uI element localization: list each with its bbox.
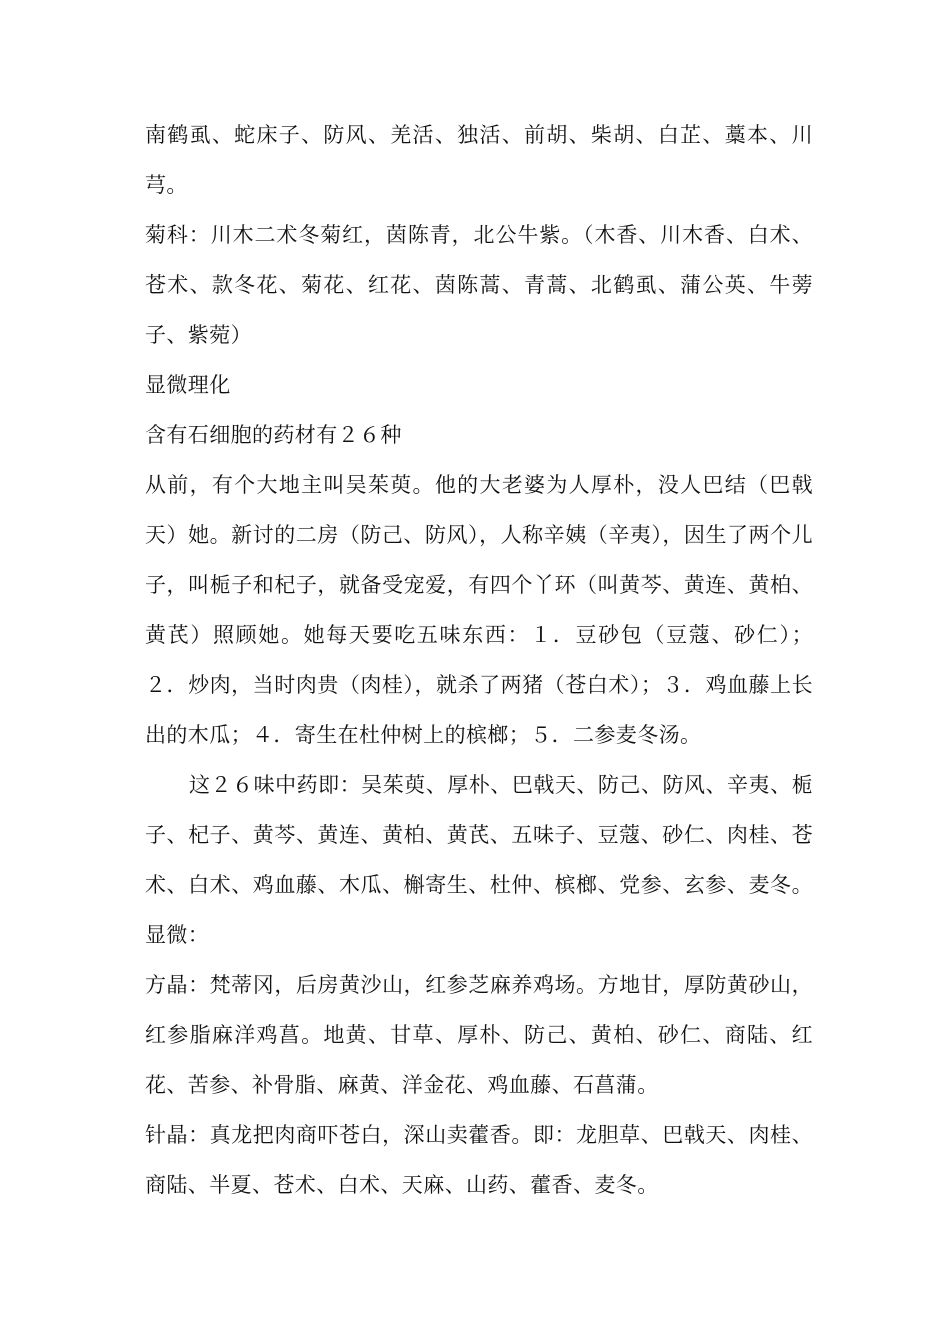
- paragraph-stone-cells-title: 含有石细胞的药材有２６种: [145, 423, 402, 447]
- paragraph-mnemonic-story: 从前，有个大地主叫吴茱萸。他的大老婆为人厚朴，没人巴结（巴戟天）她。新讨的二房（防己、防风），人称辛姨（辛夷），因生了两个儿子，叫栀子和杞子，就备受宠爱，有四个丫环（叫黄芩、黄连、黄柏、黄芪）照顾她。她每天要吃五味东西：１．豆砂包（豆蔻、砂仁）；２．炒肉，当时肉贵（肉桂），就杀了两猪（苍白术）；３．鸡血藤上长出的木瓜；４．寄生在杜仲树上的槟榔；５．二参麦冬汤。: [145, 473, 813, 747]
- document-body: [145, 110, 813, 1210]
- paragraph-asteraceae: 菊科：川木二术冬菊红，茵陈青，北公牛紫。（木香、川木香、白术、苍术、款冬花、菊花、红花、茵陈蒿、青蒿、北鹤虱、蒲公英、牛蒡子、紫菀）: [145, 223, 813, 347]
- paragraph-26-herbs-list: 这２６味中药即：吴茱萸、厚朴、巴戟天、防己、防风、辛夷、栀子、杞子、黄芩、黄连、黄柏、黄芪、五味子、豆蔻、砂仁、肉桂、苍术、白术、鸡血藤、木瓜、槲寄生、杜仲、槟榔、党参、玄参、麦冬。显微：: [145, 773, 813, 947]
- section-heading-microscopy: 显微理化: [145, 373, 231, 397]
- paragraph-needle-crystals: 针晶：真龙把肉商吓苍白，深山卖藿香。即：龙胆草、巴戟天、肉桂、商陆、半夏、苍术、白术、天麻、山药、藿香、麦冬。: [145, 1123, 813, 1197]
- paragraph-square-crystals: 方晶：梵蒂冈，后房黄沙山，红参芝麻养鸡场。方地甘，厚防黄砂山，红参脂麻洋鸡菖。地黄、甘草、厚朴、防己、黄柏、砂仁、商陆、红花、苦参、补骨脂、麻黄、洋金花、鸡血藤、石菖蒲。: [145, 973, 813, 1097]
- paragraph-apiaceae-list: 南鹤虱、蛇床子、防风、羌活、独活、前胡、柴胡、白芷、藁本、川芎。: [145, 123, 813, 197]
